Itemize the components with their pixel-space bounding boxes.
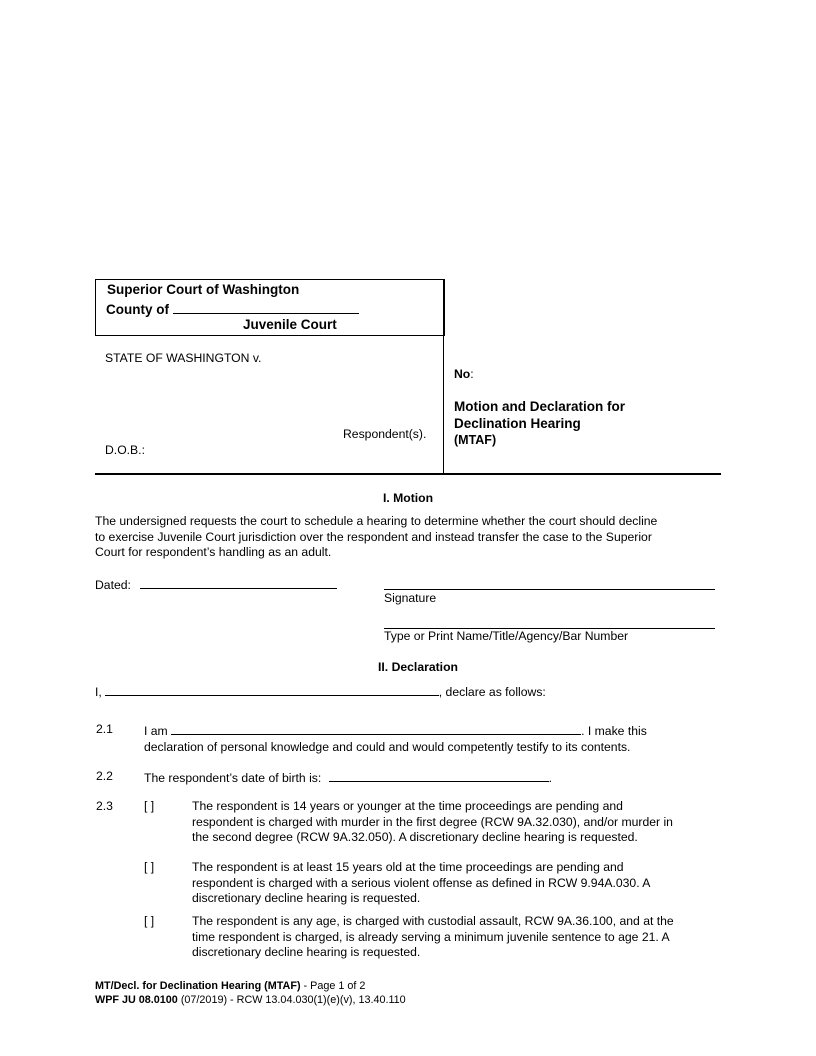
declarant-prefix: I,: [95, 685, 102, 699]
dob-label: D.O.B.:: [105, 443, 145, 457]
item-2-3-number: 2.3: [96, 799, 113, 813]
footer-line-1: [95, 979, 406, 993]
declarant-suffix: , declare as follows:: [438, 685, 546, 699]
motion-text: [95, 514, 657, 561]
caption-divider-horizontal: [95, 473, 721, 475]
item-2-2-number: 2.2: [96, 769, 113, 783]
document-title: [454, 398, 625, 448]
court-caption-box: [95, 279, 445, 336]
option-3-checkbox[interactable]: [ ]: [144, 914, 155, 928]
item-2-1-number: 2.1: [96, 722, 113, 736]
option-3-line-2: time respondent is charged, is already serving a minimum juvenile sentence to age 21. A: [192, 929, 670, 944]
footer-form-code: WPF JU 08.0100: [95, 994, 178, 1006]
dated-row: [95, 576, 337, 594]
motion-line-1: The undersigned requests the court to schedule a hearing to determine whether the court should decline: [95, 514, 658, 528]
declaration-intro: [95, 683, 546, 701]
option-3-text: [192, 914, 674, 961]
respondent-label: Respondent(s).: [343, 427, 427, 441]
caption-divider-vertical: [443, 279, 444, 474]
footer-form-title: MT/Decl. for Declination Hearing (MTAF): [95, 980, 301, 992]
county-label: County of: [106, 302, 169, 317]
option-1-line-1: The respondent is 14 years or younger at the time proceedings are pending and: [192, 799, 623, 813]
page-footer: [95, 979, 406, 1007]
county-line: [106, 300, 359, 318]
motion-line-3: Court for respondent’s handling as an adult.: [95, 545, 332, 559]
option-1-checkbox[interactable]: [ ]: [144, 799, 155, 813]
title-line-2: Declination Hearing: [454, 416, 581, 431]
option-2-checkbox[interactable]: [ ]: [144, 860, 155, 874]
declaration-heading: II. Declaration: [378, 660, 458, 674]
item-2-2-label: The respondent’s date of birth is:: [144, 771, 322, 785]
dated-blank[interactable]: [140, 576, 337, 589]
item-2-1-suffix: . I make this: [581, 724, 647, 738]
item-2-2-suffix: .: [548, 771, 553, 785]
title-code: (MTAF): [454, 433, 497, 447]
footer-statute: (07/2019) - RCW 13.04.030(1)(e)(v), 13.40.110: [177, 994, 406, 1006]
footer-line-2: [95, 993, 406, 1007]
case-number-label: No: [454, 367, 471, 381]
signature-line[interactable]: [384, 577, 715, 590]
item-2-1-prefix: I am: [144, 724, 168, 738]
print-name-line[interactable]: [384, 616, 715, 629]
case-number-colon: :: [470, 367, 474, 381]
dated-label: Dated:: [95, 578, 131, 592]
option-3-line-1: The respondent is any age, is charged with custodial assault, RCW 9A.36.100, and at the: [192, 914, 674, 928]
option-2-line-3: discretionary decline hearing is requested.: [192, 891, 421, 905]
party-state: STATE OF WASHINGTON v.: [105, 351, 262, 365]
option-1-text: [192, 799, 673, 846]
item-2-1-line-2: declaration of personal knowledge and could and would competently testify to its contents.: [144, 739, 631, 754]
motion-heading: I. Motion: [382, 491, 434, 505]
court-name: Superior Court of Washington: [107, 282, 300, 297]
county-blank[interactable]: [173, 300, 359, 314]
option-3-line-3: discretionary decline hearing is requested.: [192, 945, 421, 959]
juvenile-court-label: Juvenile Court: [243, 317, 337, 332]
print-name-label: Type or Print Name/Title/Agency/Bar Number: [384, 629, 629, 643]
title-line-1: Motion and Declaration for: [454, 399, 626, 414]
footer-page-number: - Page 1 of 2: [300, 980, 366, 992]
signature-label: Signature: [384, 591, 437, 605]
option-2-line-2: respondent is charged with a serious violent offense as defined in RCW 9.94A.030. A: [192, 875, 651, 890]
declarant-name-blank[interactable]: [105, 683, 439, 696]
item-2-1-blank[interactable]: [171, 722, 581, 735]
motion-line-2: to exercise Juvenile Court jurisdiction over the respondent and instead transfer the case to the Superior: [95, 529, 652, 544]
case-number-field[interactable]: [454, 367, 474, 383]
item-2-1-text: [144, 722, 647, 755]
option-1-line-2: respondent is charged with murder in the first degree (RCW 9A.32.030), and/or murder in: [192, 814, 673, 829]
dob-blank[interactable]: [329, 769, 549, 782]
item-2-2-text: [144, 769, 552, 787]
option-2-line-1: The respondent is at least 15 years old at the time proceedings are pending and: [192, 860, 624, 874]
option-1-line-3: the second degree (RCW 9A.32.050). A discretionary decline hearing is requested.: [192, 830, 638, 844]
option-2-text: [192, 860, 650, 907]
